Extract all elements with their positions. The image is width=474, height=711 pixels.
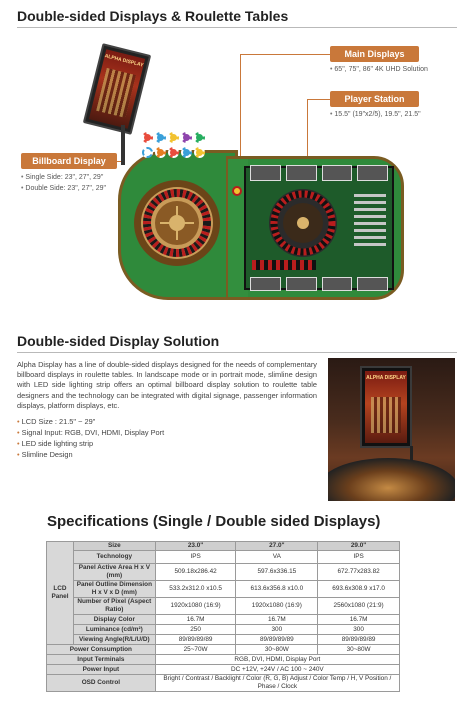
spec-cell: IPS: [155, 551, 236, 564]
spec-row: [47, 625, 400, 635]
photo-grid: [371, 397, 401, 433]
chip-icon: [155, 147, 166, 158]
spec-cell: 533.2x312.0 x10.5: [155, 581, 236, 598]
chip-icon: [168, 147, 179, 158]
spec-row-label: Luminance (cd/m²): [73, 625, 155, 635]
billboard-screen: [89, 49, 145, 129]
screen-wheel-icon: [268, 188, 338, 258]
spec-cell: 1920x1080 (16:9): [236, 598, 318, 615]
spec-table: [46, 541, 400, 692]
spec-cell: 613.6x356.8 x10.0: [236, 581, 318, 598]
spec-cell: Bright / Contrast / Backlight / Color (R, G, B) Adjust / Color Temp / H, V Position / Phase / Clock: [155, 675, 399, 692]
solution-divider: [17, 352, 457, 353]
billboard-brand: ALPHA DISPLAY: [104, 53, 144, 69]
spec-cell: 597.6x336.15: [236, 564, 318, 581]
spec-row-label: Power Input: [47, 665, 156, 675]
chip-icon: [155, 132, 166, 143]
player-station-thumbs-top: [250, 165, 388, 181]
player-station-thumb: [250, 165, 281, 181]
spec-row-label: Technology: [73, 551, 155, 564]
spec-row-size: [47, 542, 400, 551]
chip-icon: [168, 132, 179, 143]
player-station-thumb: [250, 277, 281, 291]
feature-item: • LCD Size : 21.5" ~ 29": [17, 416, 164, 427]
spec-row-power-input: [47, 665, 400, 675]
chip-icon: [181, 147, 192, 158]
spec-row: [47, 564, 400, 581]
player-station-label: Player Station: [330, 91, 419, 107]
spec-row-input-terminals: [47, 655, 400, 665]
screen-stats-panel: [354, 194, 386, 250]
spec-cell: 30~80W: [236, 645, 318, 655]
player-station-thumb: [322, 277, 353, 291]
spec-row-label: Viewing Angle(R/L/U/D): [73, 635, 155, 645]
billboard-number-grid: [96, 68, 136, 118]
billboard-display-list: [21, 172, 106, 194]
player-station-thumb: [357, 277, 388, 291]
spec-cell: 16.7M: [236, 615, 318, 625]
photo-wheel: [328, 458, 455, 501]
player-station-thumb: [357, 165, 388, 181]
spec-cell: 693.6x308.9 x17.0: [318, 581, 400, 598]
player-station-thumb: [286, 277, 317, 291]
spec-row-osd-control: [47, 675, 400, 692]
roulette-wheel-icon: [132, 178, 222, 268]
player-station-thumb: [286, 165, 317, 181]
spec-cell: 1920x1080 (16:9): [155, 598, 236, 615]
spec-cell: 16.7M: [155, 615, 236, 625]
feature-item: • Slimline Design: [17, 449, 164, 460]
spec-row: [47, 598, 400, 615]
spec-cell: 300: [318, 625, 400, 635]
page-title: Double-sided Displays & Roulette Tables: [17, 8, 289, 24]
player-station-thumbs-bottom: [250, 277, 388, 291]
chip-icon: [142, 147, 153, 158]
spec-cell: 25~70W: [155, 645, 236, 655]
spec-row-label: OSD Control: [47, 675, 156, 692]
spec-row: [47, 635, 400, 645]
spec-row-label: Power Consumption: [47, 645, 156, 655]
main-displays-item: • 65", 75", 86" 4K UHD Solution: [330, 64, 428, 75]
roulette-table-illustration: [118, 126, 404, 302]
spec-row-label: Number of Pixel (Aspect Ratio): [73, 598, 155, 615]
chip-icon: [194, 147, 205, 158]
spec-cell: IPS: [318, 551, 400, 564]
main-displays-label: Main Displays: [330, 46, 419, 62]
billboard-display-item-single: • Single Side: 23", 27", 29": [21, 172, 106, 183]
spec-row-label: Display Color: [73, 615, 155, 625]
billboard-display: [83, 43, 151, 135]
spec-group-label: LCD Panel: [47, 542, 74, 645]
feature-item: • LED side lighting strip: [17, 438, 164, 449]
spec-cell: 89/89/89/89: [236, 635, 318, 645]
billboard-display-label: Billboard Display: [21, 153, 117, 169]
title-divider: [17, 27, 457, 28]
product-photo: [328, 358, 455, 501]
spec-cell: DC +12V, +24V / AC 100 ~ 240V: [155, 665, 399, 675]
photo-display: [360, 366, 412, 448]
feature-item: • Signal Input: RGB, DVI, HDMI, Display Port: [17, 427, 164, 438]
spec-cell: 30~80W: [318, 645, 400, 655]
chip-stack-row: [142, 132, 214, 160]
spec-cell: 300: [236, 625, 318, 635]
solution-body: Alpha Display has a line of double-sided displays designed for the needs of complementary billboard displays in roulette tables. In landscape mode or in portrait mode, slimline design with LED side lighting strip offers an optimal billboard display solution to roulette table designers and the technology can be integrated with digital signage, passenger information displays, platform displays, etc.: [17, 360, 317, 410]
chip-icon: [181, 132, 192, 143]
player-station-item: • 15.5" (19"x2/5), 19.5", 21.5": [330, 109, 421, 120]
spec-cell: 509.18x286.42: [155, 564, 236, 581]
main-displays-leader: [240, 54, 330, 55]
spec-size-label: Size: [73, 542, 155, 551]
spec-row: [47, 581, 400, 598]
main-displays-list: [330, 64, 428, 75]
main-display-screen: [244, 166, 394, 290]
spec-row-power-consumption: [47, 645, 400, 655]
spec-row-label: Panel Active Area H x V (mm): [73, 564, 155, 581]
specs-title: Specifications (Single / Double sided Displays): [47, 513, 381, 530]
screen-bet-grid: [252, 260, 316, 270]
photo-brand: ALPHA DISPLAY: [366, 375, 406, 381]
spec-row-label: Input Terminals: [47, 655, 156, 665]
solution-title: Double-sided Display Solution: [17, 333, 220, 349]
spec-size-value: 27.0": [236, 542, 318, 551]
spec-cell: RGB, DVI, HDMI, Display Port: [155, 655, 399, 665]
chip-icon: [142, 132, 153, 143]
player-station-leader: [307, 99, 330, 100]
spec-cell: 89/89/89/89: [155, 635, 236, 645]
feature-list: [17, 416, 164, 460]
spec-cell: 2560x1080 (21:9): [318, 598, 400, 615]
player-station-list: [330, 109, 421, 120]
spec-row: [47, 551, 400, 564]
spec-cell: VA: [236, 551, 318, 564]
player-station-thumb: [322, 165, 353, 181]
spec-cell: 16.7M: [318, 615, 400, 625]
spec-row: [47, 615, 400, 625]
spec-cell: 89/89/89/89: [318, 635, 400, 645]
spec-size-value: 23.0": [155, 542, 236, 551]
photo-screen: [365, 371, 407, 443]
chip-icon: [194, 132, 205, 143]
spec-cell: 672.77x283.82: [318, 564, 400, 581]
spec-size-value: 29.0": [318, 542, 400, 551]
spec-row-label: Panel Outline Dimension H x V x D (mm): [73, 581, 155, 598]
table-marker-icon: [232, 186, 242, 196]
billboard-display-item-double: • Double Side: 23", 27", 29": [21, 183, 106, 194]
spec-cell: 250: [155, 625, 236, 635]
